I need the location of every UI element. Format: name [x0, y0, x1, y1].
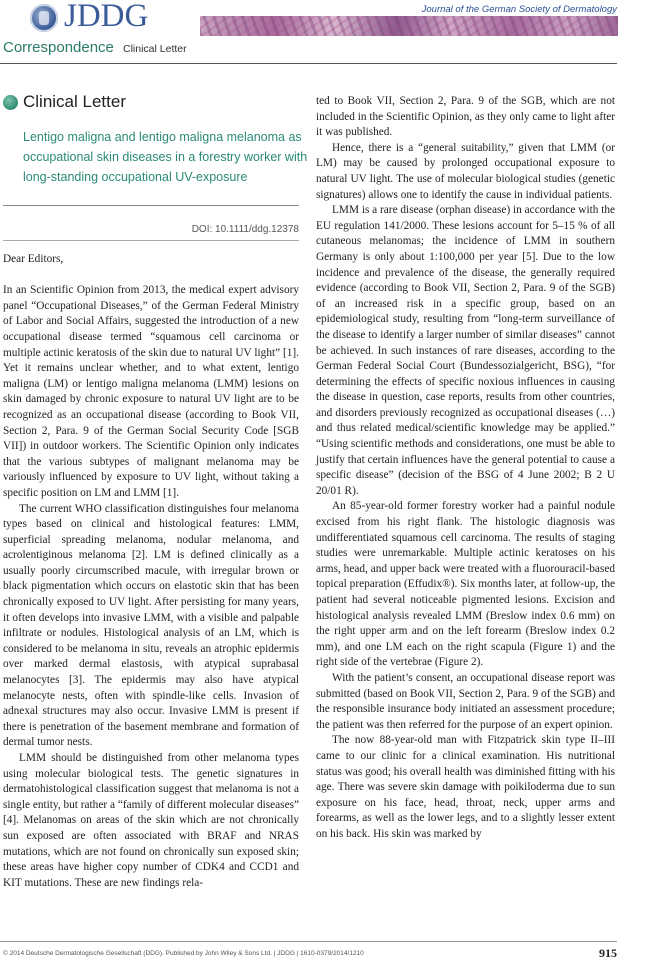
paragraph: LMM is a rare disease (orphan disease) in accordance with the EU regulation 141/2000. These lesions account for 5–15 % of all cutaneous melanomas; the incidence of LMM in southern Germany is only about 1:100,000 per year [5]. Due to the low incidence and prevalence of the disease, the generally required evidence (according to Book VII, Section 2, Para. 9 of the SGB) of an increased risk in a specific group, based on an epidemiological study, resulting from “long-term surveillance of the disease to identify a larger number of similar diseases” cannot be achieved. In such instances of rare diseases, according to the German Federal Social Court (Bundessozialgericht, BSG), “for determining the effects of specific noxious influences in causing the disease in question, case reports, results from other countries, and disorders previously recognized as occupational diseases (…) and thus related medical/scientific knowledge may be applied.” “Using scientific methods and considerations, one must be able to justify that certain influences have the general potential to cause a specific disease” (decision of the BSG of 4 June 2002; B 2 U 20/01 R).	[316, 204, 615, 497]
copyright-footer: © 2014 Deutsche Dermatologische Gesellschaft (DDG). Published by John Wiley & Sons Ltd. | JDDG | 1610-0379/2014/1210	[3, 950, 364, 957]
footer-divider	[0, 941, 617, 942]
paragraph: Hence, there is a “general suitability,” given that LMM (or LM) may be caused by prolonged occupational exposure to natural UV light. The use of molecular biological studies (genetic signatures) allows one to identify the cause in individual patients.	[316, 141, 615, 201]
left-column	[3, 252, 299, 891]
paragraph: An 85-year-old former forestry worker had a painful nodule excised from his right flank. The histologic diagnosis was undifferentiated squamous cell carcinoma. The results of staging studies were unremarkable. Multiple actinic keratoses on his arms, head, and upper back were treated with a fluorouracil-based topical preparation (Effudix®). Six months later, at follow-up, the patient had several noticeable pigmented lesions. Excision and histological analysis revealed LMM (Breslow index 0.6 mm) on the right upper arm and on the left forearm (Breslow index 0.2 mm), and one LM each on the right scapula (Figure 1) and the right side of the vertebrae (Figure 2).	[316, 500, 615, 669]
doi-divider	[3, 240, 299, 241]
header-divider	[0, 63, 617, 64]
section-subtitle: Clinical Letter	[123, 43, 187, 55]
paragraph: The now 88-year-old man with Fitzpatrick skin type II–III came to our clinic for a clinical examination. His nutritional status was good; his overall health was diminished fitting with his age. There was severe skin damage with poikiloderma due to sun exposure on his face, head, throat, neck, upper arms and forearms, as well as the lower legs, and to a slightly lesser extent on his back. His skin was marked by	[316, 734, 615, 840]
journal-name: Journal of the German Society of Dermatology	[421, 4, 617, 15]
clinical-letter-bullet-icon	[3, 95, 18, 110]
journal-logo-text: JDDG	[64, 0, 149, 34]
paragraph: ted to Book VII, Section 2, Para. 9 of the SGB, which are not included in the Scientific Opinion, as they only came to light after it was published.	[316, 95, 615, 139]
article-type-label: Clinical Letter	[23, 92, 126, 111]
paragraph: LMM should be distinguished from other melanoma types using molecular biological tests. The genetic signatures in dermatohistological classification suggest that melanoma is not a single entity, but rather a “family of different molecular diseases” [4]. Melanomas on areas of the skin which are not chronically sun exposed are often associated with BRAF and NRAS mutations, which are not found on chronically sun exposed skin; these areas have higher copy number of CDK4 and CCD1 and KIT mutations. These are new findings rela-	[3, 752, 299, 889]
doi-link[interactable]: DOI: 10.1111/ddg.12378	[191, 224, 299, 235]
journal-logo-icon	[30, 4, 58, 32]
section-title: Correspondence	[3, 39, 114, 56]
salutation: Dear Editors,	[3, 253, 64, 265]
article-title: Lentigo maligna and lentigo maligna melanoma as occupational skin diseases in a forestry worker with long-standing occupational UV-exposure	[23, 130, 308, 184]
right-column	[316, 94, 615, 843]
page-number: 915	[599, 946, 617, 960]
paragraph: With the patient’s consent, an occupational disease report was submitted (based on Book VII, Section 2, Para. 9 of the SGB) and the responsible insurance body initiated an assessment procedure; the patient was then referred for the purpose of an expert opinion.	[316, 671, 615, 731]
header-banner-image	[200, 16, 618, 36]
paragraph: The current WHO classification distinguishes four melanoma types based on clinical and histological features: LMM, superficial spreading melanoma, nodular melanoma, and acrolentiginous melanoma [2]. LM is defined clinically as a usually poorly circumscribed macule, with irregular brown or black pigmentation which occurs on elastotic skin that has been chronically exposed to UV light. After persisting for many years, it often develops into invasive LMM, with a visible and palpable infiltrate or nodules. Histological analysis of an LM, which is considered to be melanoma in situ, reveals an atrophic epidermis over marked dermal elastosis, with atypical suprabasal melanocytes [3]. The epidermis may also have atypical melanocyte nests, often with spindle-like cells. Invasion of adnexal structures may also occur. Invasive LMM is present if there is penetration of the basement membrane and formation of dermal tumor nests.	[3, 502, 299, 749]
title-divider	[3, 205, 299, 206]
paragraph: In an Scientific Opinion from 2013, the medical expert advisory panel “Occupational Diseases,” of the German Federal Ministry of Labor and Social Affairs, suggested the introduction of a new occupational disease termed “squamous cell carcinoma or multiple actinic keratosis of the skin due to natural UV light” [1]. Yet it remains unclear whether, and to what extent, lentigo maligna (LM) or lentigo maligna melanoma (LMM) lesions on skin damaged by chronic exposure to natural UV light are to be recognized as an occupational disease (according to Book VII, Section 2, Para. 9 of the German Social Security Code [SGB VII]) in outdoor workers. The Scientific Opinion only indicates that the various subtypes of malignant melanoma may be variously influenced by exposure to UV light, without taking a specific position on LM and LMM [1].	[3, 284, 299, 499]
